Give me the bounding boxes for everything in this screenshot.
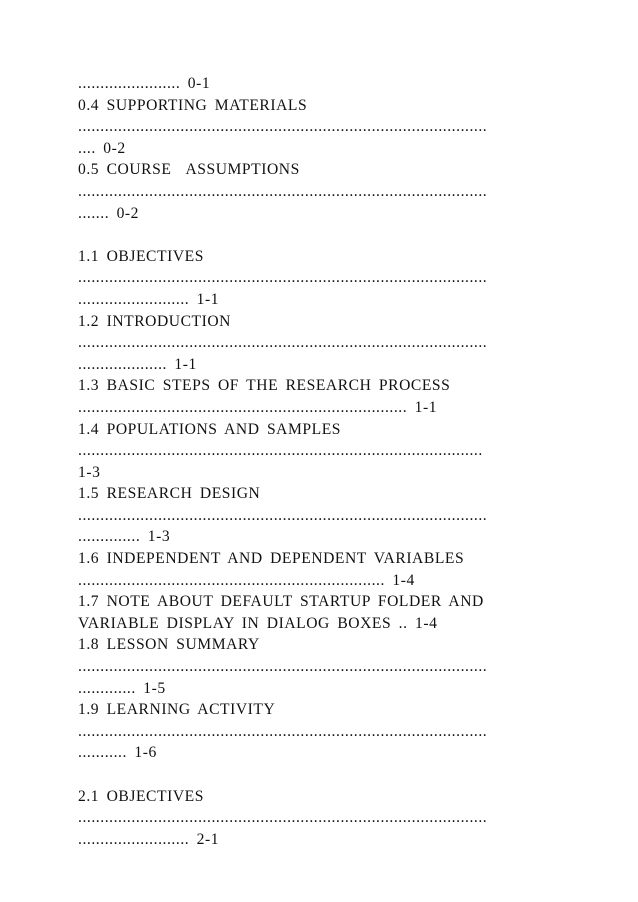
table-of-contents xyxy=(78,73,578,850)
toc-line: 0.4 SUPPORTING MATERIALS xyxy=(78,96,308,114)
toc-line: ............................................................................................ xyxy=(78,182,488,200)
toc-line: .................... 1-1 xyxy=(78,355,197,373)
toc-line: 1.4 POPULATIONS AND SAMPLES xyxy=(78,420,341,438)
toc-line: 1.1 OBJECTIVES xyxy=(78,247,204,265)
toc-line: 2.1 OBJECTIVES xyxy=(78,787,204,805)
toc-line: 1.7 NOTE ABOUT DEFAULT STARTUP FOLDER AND xyxy=(78,593,484,611)
toc-line: ............................................................................................ xyxy=(78,809,488,827)
toc-line: VARIABLE DISPLAY IN DIALOG BOXES .. 1-4 xyxy=(78,614,438,632)
toc-line: 1.5 RESEARCH DESIGN xyxy=(78,485,261,503)
toc-line: 1.3 BASIC STEPS OF THE RESEARCH PROCESS xyxy=(78,377,451,395)
toc-line: ....... 0-2 xyxy=(78,204,140,222)
toc-line: ......................... 2-1 xyxy=(78,830,220,848)
toc-line: 1.6 INDEPENDENT AND DEPENDENT VARIABLES xyxy=(78,550,465,568)
toc-line: ............................................................................................ xyxy=(78,269,488,287)
toc-line: ......................... 1-1 xyxy=(78,290,220,308)
blank-line xyxy=(78,224,578,246)
toc-line: .......................................................................... 1-1 xyxy=(78,398,438,416)
toc-line: ..................................................................... 1-4 xyxy=(78,571,415,589)
toc-line: ............. 1-5 xyxy=(78,679,166,697)
toc-line: 1.9 LEARNING ACTIVITY xyxy=(78,701,276,719)
toc-line: 1-3 xyxy=(78,463,101,481)
toc-line: ........................................................................................... xyxy=(78,442,483,460)
toc-line: 0.5 COURSE ASSUMPTIONS xyxy=(78,161,300,179)
toc-line: ............................................................................................ xyxy=(78,658,488,676)
toc-line: .... 0-2 xyxy=(78,139,126,157)
toc-line: 1.8 LESSON SUMMARY xyxy=(78,636,260,654)
toc-line: ....................... 0-1 xyxy=(78,75,211,92)
toc-line: ............................................................................................ xyxy=(78,506,488,524)
toc-line: .............. 1-3 xyxy=(78,528,171,546)
blank-line xyxy=(78,764,578,786)
toc-line: ............................................................................................ xyxy=(78,118,488,136)
toc-line: ........... 1-6 xyxy=(78,744,157,762)
toc-line: ............................................................................................ xyxy=(78,334,488,352)
toc-line: ............................................................................................ xyxy=(78,722,488,740)
toc-line: 1.2 INTRODUCTION xyxy=(78,312,231,330)
